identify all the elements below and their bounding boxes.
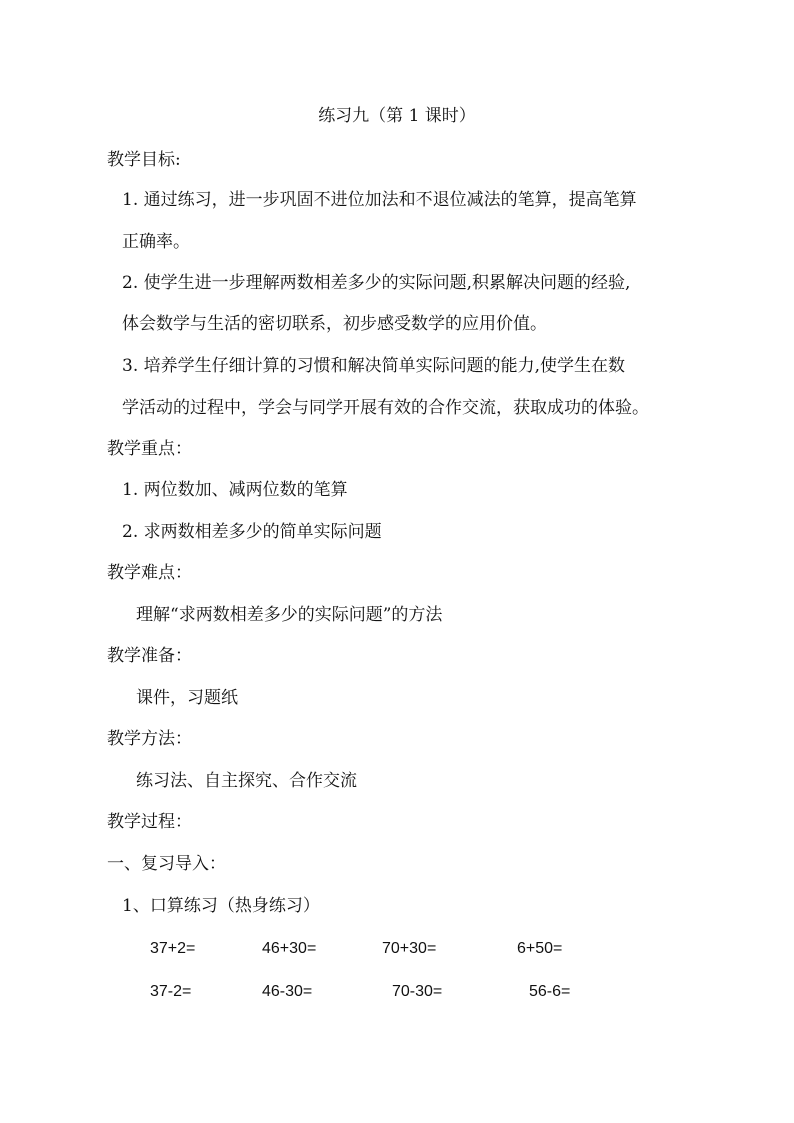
calc-row2-item4: 56-6=	[529, 983, 571, 1000]
difficulty-text: 理解“求两数相差多少的实际问题”的方法	[136, 605, 443, 625]
objective-1-line2: 正确率。	[122, 232, 190, 252]
calc-row2-item1: 37-2=	[150, 983, 192, 1000]
process-subsection-1: 1、口算练习（热身练习）	[122, 896, 320, 916]
objectives-heading: 教学目标:	[107, 150, 181, 170]
objective-3-line2: 学活动的过程中，学会与同学开展有效的合作交流，获取成功的体验。	[122, 398, 649, 418]
difficulty-heading: 教学难点：	[107, 563, 192, 583]
objective-2-line2: 体会数学与生活的密切联系，初步感受数学的应用价值。	[122, 314, 547, 334]
process-heading: 教学过程：	[107, 812, 192, 832]
preparation-text: 课件，习题纸	[136, 688, 238, 708]
key-point-2: 2. 求两数相差多少的简单实际问题	[122, 522, 382, 542]
objective-3-line1: 3. 培养学生仔细计算的习惯和解决简单实际问题的能力,使学生在数	[122, 356, 626, 376]
key-points-heading: 教学重点：	[107, 439, 192, 459]
objective-1-line1: 1. 通过练习，进一步巩固不进位加法和不退位减法的笔算，提高笔算	[122, 190, 637, 210]
calc-row1-item1: 37+2=	[150, 940, 196, 957]
methods-text: 练习法、自主探究、合作交流	[136, 771, 357, 791]
document-title: 练习九（第 1 课时）	[318, 106, 476, 126]
key-point-1: 1. 两位数加、减两位数的笔算	[122, 480, 348, 500]
preparation-heading: 教学准备：	[107, 646, 192, 666]
objective-2-line1: 2. 使学生进一步理解两数相差多少的实际问题,积累解决问题的经验,	[122, 273, 631, 293]
calc-row2-item3: 70-30=	[392, 983, 443, 1000]
calc-row2-item2: 46-30=	[262, 983, 313, 1000]
calc-row1-item2: 46+30=	[262, 940, 317, 957]
process-section-1: 一、复习导入：	[107, 854, 226, 874]
calc-row1-item4: 6+50=	[517, 940, 563, 957]
calc-row1-item3: 70+30=	[382, 940, 437, 957]
methods-heading: 教学方法：	[107, 729, 192, 749]
